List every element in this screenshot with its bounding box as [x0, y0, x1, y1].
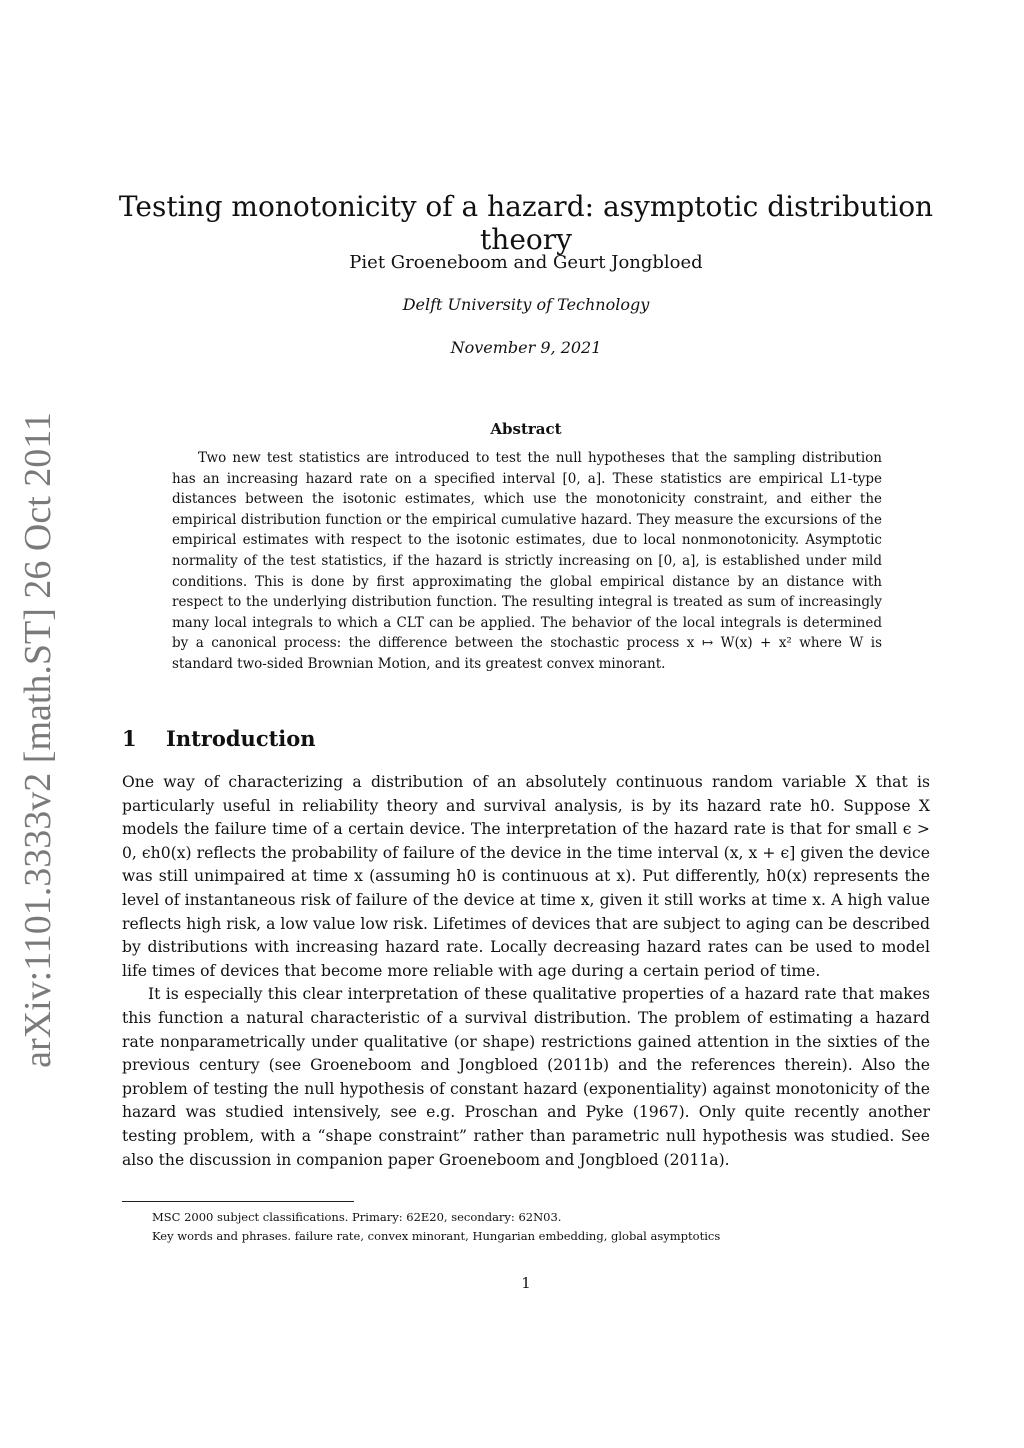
- abstract-heading: Abstract: [490, 420, 562, 438]
- footnotes: [152, 1208, 912, 1246]
- paper-affiliation: Delft University of Technology: [402, 295, 650, 314]
- paper-title: Testing monotonicity of a hazard: asymptotic distribution theory: [118, 190, 934, 256]
- footnote-keywords: Key words and phrases. failure rate, convex minorant, Hungarian embedding, global asymptotics: [152, 1229, 721, 1243]
- arxiv-identifier-stamp: [8, 412, 68, 1068]
- section-number: 1: [122, 726, 137, 751]
- paper-authors: Piet Groeneboom and Geurt Jongbloed: [349, 252, 703, 273]
- paper-date: November 9, 2021: [450, 338, 602, 357]
- footnote-rule: [122, 1201, 354, 1202]
- footnote-msc: MSC 2000 subject classifications. Primary: 62E20, secondary: 62N03.: [152, 1210, 562, 1224]
- section-title: Introduction: [166, 726, 316, 751]
- page-number: 1: [521, 1274, 531, 1292]
- body-paragraph: It is especially this clear interpretation of these qualitative properties of a hazard rate that makes this function a natural characteristic of a survival distribution. The problem of estimating a hazard rate nonparametrically under qualitative (or shape) restrictions gained attention in the sixties of the previous century (see Groeneboom and Jongbloed (2011b) and the references therein). Also the problem of testing the null hypothesis of constant hazard (exponentiality) against monotonicity of the hazard was studied intensively, see e.g. Proschan and Pyke (1967). Only quite recently another testing problem, with a “shape constraint” rather than parametric null hypothesis was studied. See also the discussion in companion paper Groeneboom and Jongbloed (2011a).: [122, 985, 930, 1169]
- section-heading: [122, 726, 316, 751]
- body-paragraph: One way of characterizing a distribution of an absolutely continuous random variable X that is particularly useful in reliability theory and survival analysis, is by its hazard rate h0. Suppose X models the failure time of a certain device. The interpretation of the hazard rate is that for small ϵ > 0, ϵh0(x) reflects the probability of failure of the device in the time interval (x, x + ϵ] given the device was still unimpaired at time x (assuming h0 is continuous at x). Put differently, h0(x) represents the level of instantaneous risk of failure of the device at time x, given it still works at time x. A high value reflects high risk, a low value low risk. Lifetimes of devices that are subject to aging can be described by distributions with increasing hazard rate. Locally decreasing hazard rates can be used to model life times of devices that become more reliable with age during a certain period of time.: [122, 773, 930, 980]
- arxiv-identifier-text: arXiv:1101.3333v2 [math.ST] 26 Oct 2011: [17, 412, 60, 1068]
- introduction-body: [122, 771, 930, 1172]
- abstract-text: Two new test statistics are introduced to test the null hypotheses that the sampling distribution has an increasing hazard rate on a specified interval [0, a]. These statistics are empirical L1-type distances between the isotonic estimates, which use the monotonicity constraint, and either the empirical distribution function or the empirical cumulative hazard. They measure the excursions of the empirical estimates with respect to the isotonic estimates, due to local nonmonotonicity. Asymptotic normality of the test statistics, if the hazard is strictly increasing on [0, a], is established under mild conditions. This is done by first approximating the global empirical distance by an distance with respect to the underlying distribution function. The resulting integral is treated as sum of increasingly many local integrals to which a CLT can be applied. The behavior of the local integrals is determined by a canonical process: the difference between the stochastic process x ↦ W(x) + x² where W is standard two-sided Brownian Motion, and its greatest convex minorant.: [172, 450, 882, 672]
